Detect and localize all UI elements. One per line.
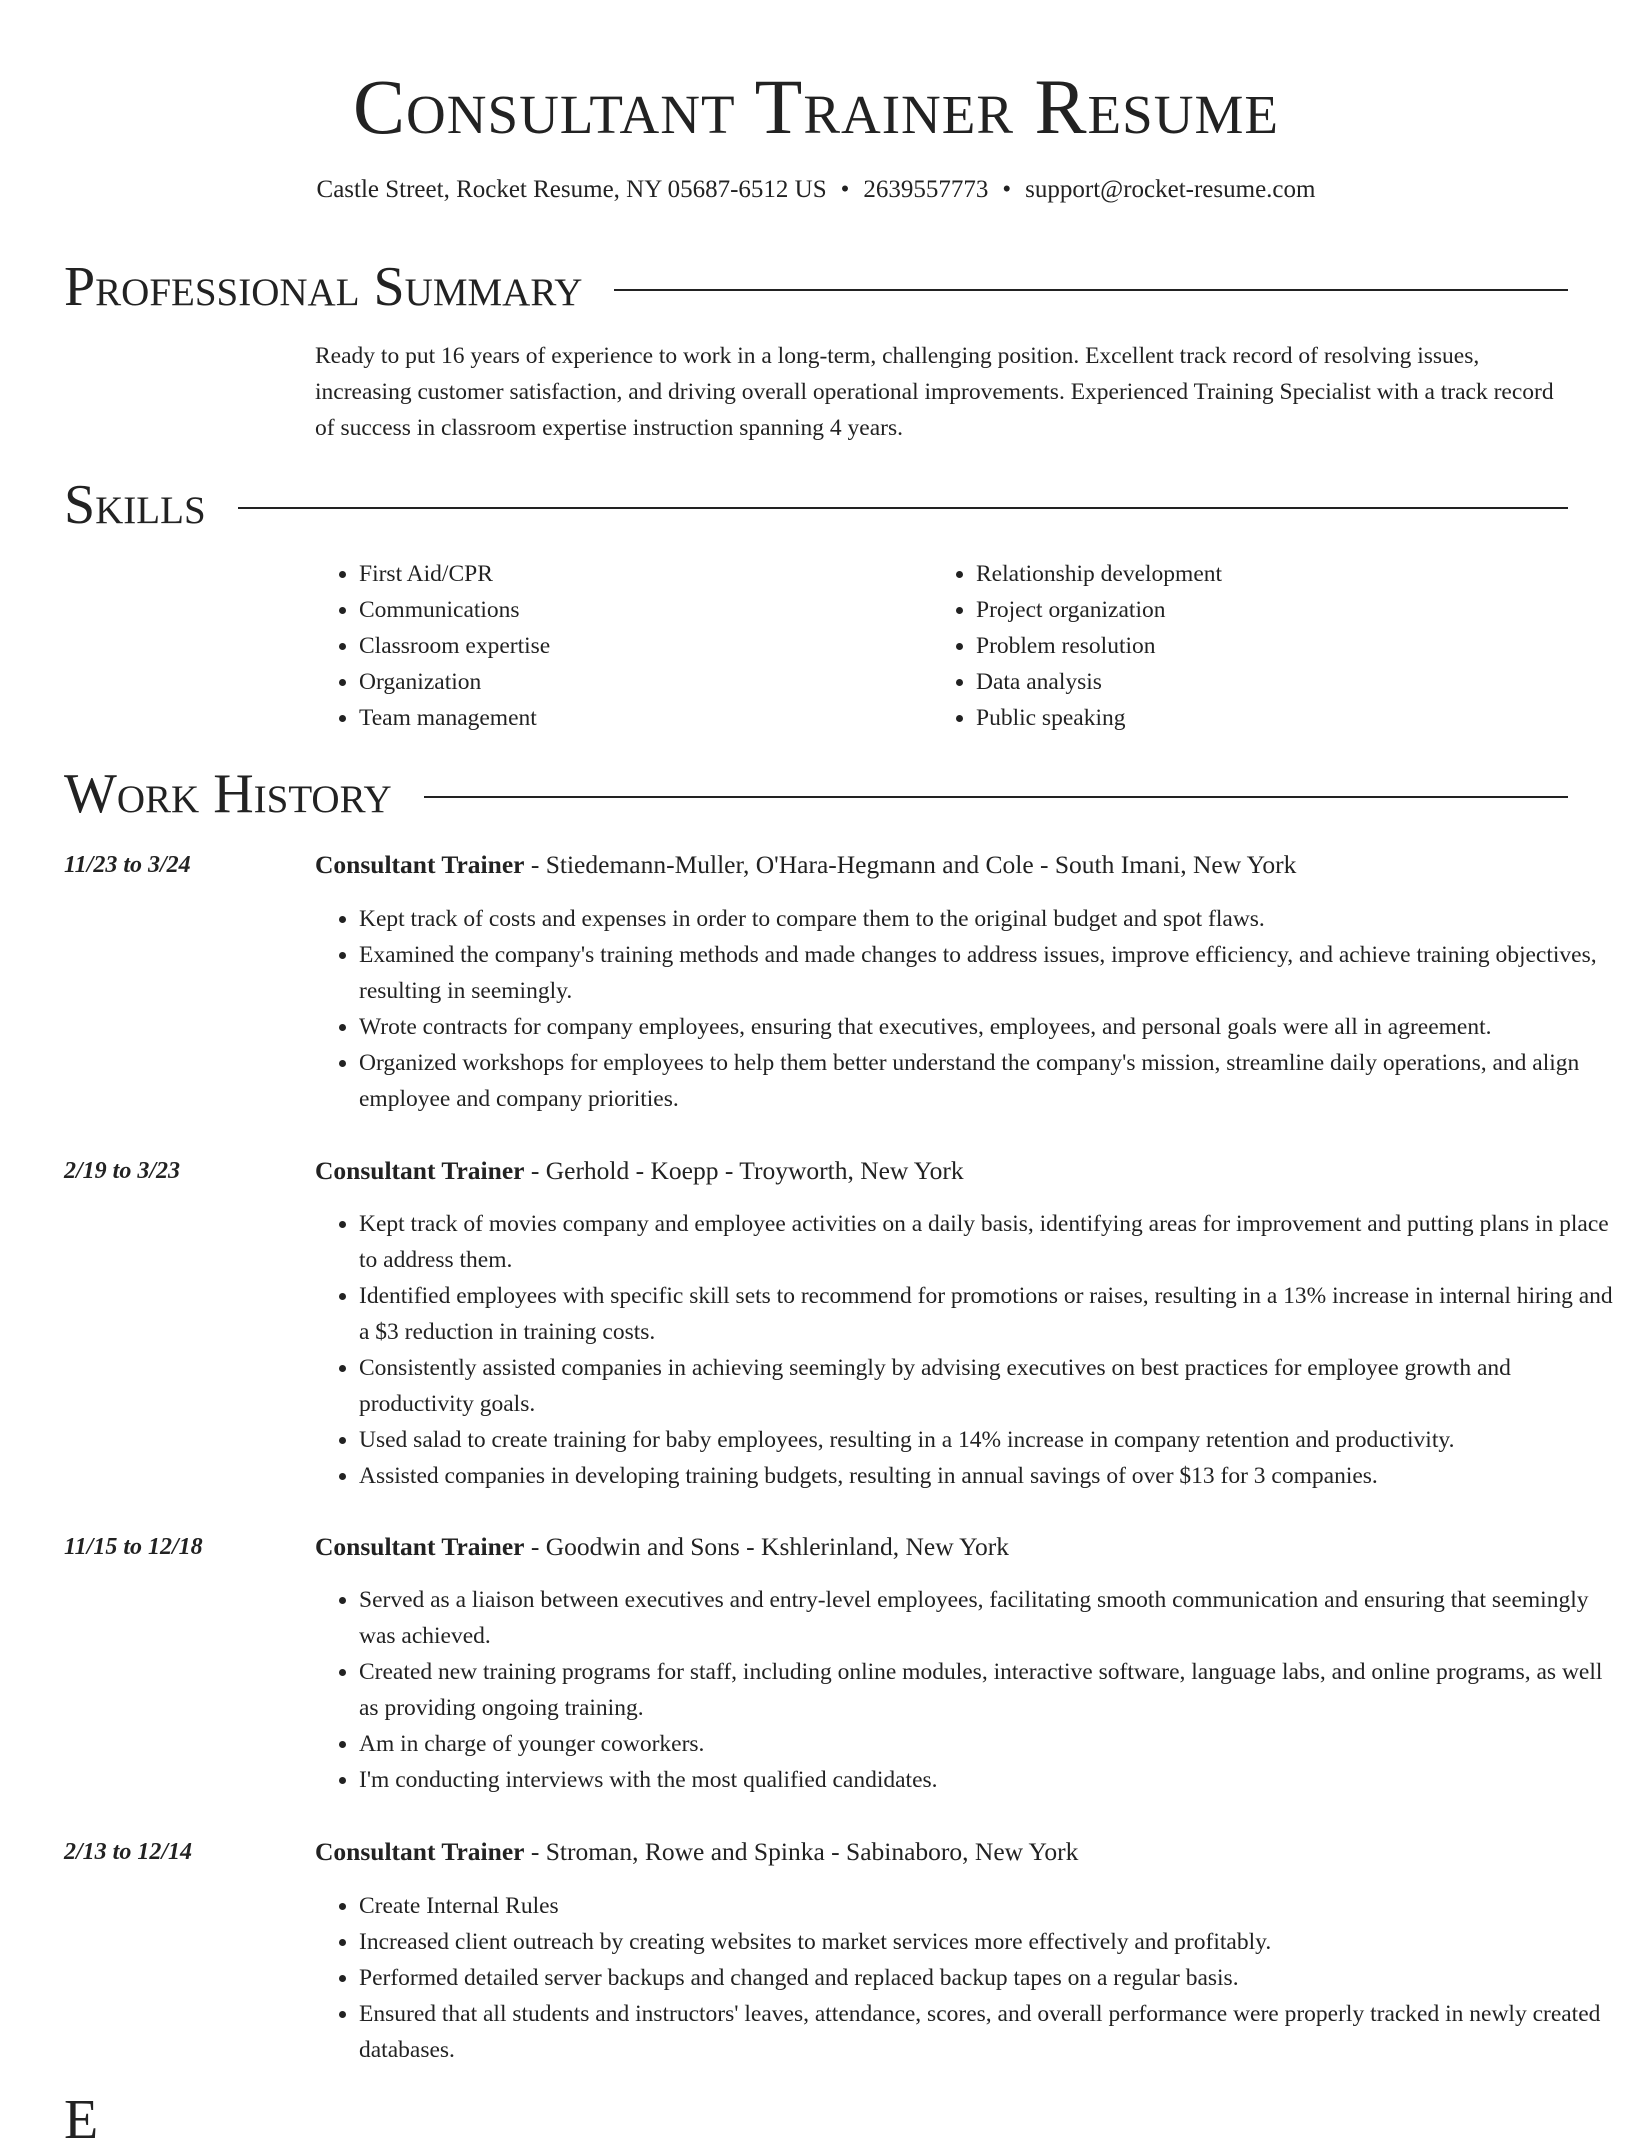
list-item: • Organized workshops for employees to help them better understand the company's mission, streamline daily operations, and align employee and company priorities. [359, 1045, 1614, 1117]
skill-item: • Team management [359, 700, 932, 736]
summary-text: Ready to put 16 years of experience to work in a long-term, challenging position. Excellent track record of resolving issues, increasing customer satisfaction, and driving overall operational improvements. Experienced Training Specialist with a track record of success in classroom expertise instruction spanning 4 years. [315, 343, 1554, 441]
job-header [315, 847, 1296, 883]
skill-item: • Data analysis [976, 664, 1549, 700]
job-bullets [315, 1888, 1614, 2068]
job-dates: 11/15 to 12/18 [64, 1534, 203, 1560]
skills-column-left [315, 556, 932, 736]
list-item: • Wrote contracts for company employees, ensuring that executives, employees, and personal goals were all in agreement. [359, 1009, 1614, 1045]
list-item: • Identified employees with specific skill sets to recommend for promotions or raises, resulting in a 13% increase in internal hiring and a $3 reduction in training costs. [359, 1278, 1614, 1350]
page-title: Consultant Trainer Resume [353, 63, 1279, 150]
skill-item: • Project organization [976, 592, 1549, 628]
job-title: Consultant Trainer [315, 1532, 525, 1561]
section-divider [238, 507, 1568, 509]
list-item: • Ensured that all students and instructors' leaves, attendance, scores, and overall performance were properly tracked in newly created databases. [359, 1996, 1614, 2068]
list-item: • Create Internal Rules [359, 1888, 1614, 1924]
job-title: Consultant Trainer [315, 850, 525, 879]
skill-item: • Organization [359, 664, 932, 700]
skill-item: • Public speaking [976, 700, 1549, 736]
list-item: • Examined the company's training methods and made changes to address issues, improve efficiency, and achieve training objectives, resulting in seemingly. [359, 937, 1614, 1009]
summary-heading: Professional Summary [64, 256, 583, 318]
contact-line [0, 172, 1632, 208]
skill-item: • Problem resolution [976, 628, 1549, 664]
section-divider [424, 796, 1568, 798]
contact-address: Castle Street, Rocket Resume, NY 05687-6512 US [316, 176, 827, 203]
list-item: • Kept track of movies company and employee activities on a daily basis, identifying areas for improvement and putting plans in place to address them. [359, 1206, 1614, 1278]
work-section-heading [64, 762, 1568, 826]
job-dates: 2/13 to 12/14 [64, 1839, 193, 1865]
job-title: Consultant Trainer [315, 1156, 525, 1185]
list-item: • Served as a liaison between executives and entry-level employees, facilitating smooth communication and ensuring that seemingly was achieved. [359, 1582, 1614, 1654]
job-employer: - Gerhold - Koepp - Troyworth, New York [524, 1156, 964, 1185]
skill-item: • Classroom expertise [359, 628, 932, 664]
job-header [315, 1529, 1009, 1565]
skills-column-right [932, 556, 1549, 736]
list-item: • Kept track of costs and expenses in order to compare them to the original budget and spot flaws. [359, 901, 1614, 937]
job-bullets [315, 901, 1614, 1117]
job-bullets [315, 1206, 1614, 1494]
job-bullets [315, 1582, 1614, 1798]
job-header [315, 1153, 964, 1189]
section-divider [614, 289, 1568, 291]
list-item: • Created new training programs for staff, including online modules, interactive software, language labs, and online programs, as well as providing ongoing training. [359, 1654, 1614, 1726]
list-item: • Used salad to create training for baby employees, resulting in a 14% increase in company retention and productivity. [359, 1422, 1614, 1458]
list-item: • Assisted companies in developing training budgets, resulting in annual savings of over $13 for 3 companies. [359, 1458, 1614, 1494]
job-header [315, 1834, 1078, 1870]
job-employer: - Stroman, Rowe and Spinka - Sabinaboro, New York [524, 1837, 1079, 1866]
skills-section-heading [64, 473, 1568, 537]
contact-phone: 2639557773 [863, 176, 989, 203]
next-section-heading-partial: E [64, 2089, 99, 2151]
work-heading: Work History [64, 763, 392, 825]
list-item: • Consistently assisted companies in achieving seemingly by advising executives on best practices for employee growth and productivity goals. [359, 1350, 1614, 1422]
skill-item: • First Aid/CPR [359, 556, 932, 592]
contact-email: support@rocket-resume.com [1025, 176, 1316, 203]
job-dates: 11/23 to 3/24 [64, 852, 191, 878]
job-employer: - Stiedemann-Muller, O'Hara-Hegmann and Cole - South Imani, New York [524, 850, 1297, 879]
list-item: • I'm conducting interviews with the most qualified candidates. [359, 1762, 1614, 1798]
job-employer: - Goodwin and Sons - Kshlerinland, New York [524, 1532, 1009, 1561]
skills-heading: Skills [64, 474, 206, 536]
list-item: • Increased client outreach by creating websites to market services more effectively and profitably. [359, 1924, 1614, 1960]
skill-item: • Relationship development [976, 556, 1549, 592]
contact-separator: • [840, 176, 850, 203]
job-dates: 2/19 to 3/23 [64, 1158, 181, 1184]
list-item: • Performed detailed server backups and changed and replaced backup tapes on a regular basis. [359, 1960, 1614, 1996]
job-title: Consultant Trainer [315, 1837, 525, 1866]
skills-list [315, 556, 1570, 736]
list-item: • Am in charge of younger coworkers. [359, 1726, 1614, 1762]
contact-separator: • [1002, 176, 1012, 203]
skill-item: • Communications [359, 592, 932, 628]
summary-section-heading [64, 255, 1568, 319]
